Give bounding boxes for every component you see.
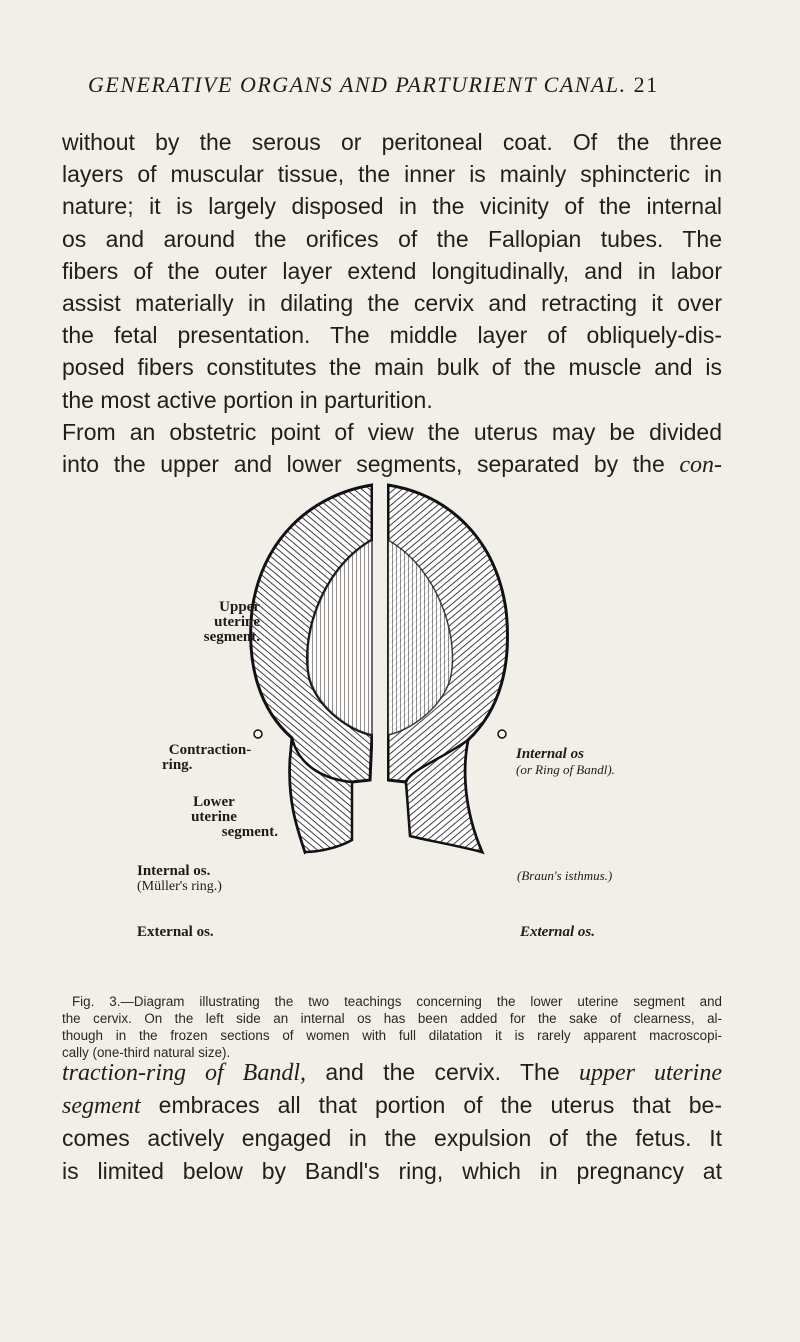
bandl-ring-marker	[498, 730, 506, 738]
text-line: fibers of the outer layer extend longitudinally, and in labor	[62, 257, 722, 284]
figure-label: Fig. 3.	[72, 994, 121, 1009]
italic-run: con-	[679, 452, 722, 479]
text-line: the most active portion in parturition.	[62, 386, 433, 413]
text-line: comes actively engaged in the expulsion of the fetus. It	[62, 1125, 722, 1152]
text-line	[62, 448, 722, 481]
page-number: 21	[633, 72, 659, 97]
body-paragraph-top	[62, 126, 722, 481]
text-line: is limited below by Bandl's ring, which in pregnancy at	[62, 1157, 722, 1184]
italic-run: traction-ring of Bandl,	[62, 1060, 307, 1086]
label-internal-os-bandl: Internal os (or Ring of Bandl).	[516, 746, 615, 777]
text-line	[62, 1056, 722, 1089]
text-line: os and around the orifices of the Fallopian tubes. The	[62, 225, 722, 252]
text-line	[62, 1089, 722, 1122]
caption-line: the cervix. On the left side an internal os has been added for the sake of clearness, al-	[62, 1011, 722, 1026]
running-title: GENERATIVE ORGANS AND PARTURIENT CANAL.	[88, 72, 627, 97]
caption-text: —Diagram illustrating the two teachings concerning the lower uterine segment and	[120, 994, 722, 1009]
label-upper-uterine-segment: Upper uterine segment.	[203, 599, 260, 645]
label-external-os-left: External os.	[137, 924, 214, 940]
text-line: From an obstetric point of view the uterus may be divided	[62, 418, 722, 445]
label-lower-uterine-segment: Lower uterine segment.	[191, 794, 278, 840]
text-line: the fetal presentation. The middle layer of obliquely-dis-	[62, 322, 722, 349]
running-header	[88, 72, 728, 98]
label-external-os-right: External os.	[520, 924, 596, 940]
text-run: into the upper and lower segments, separated by the	[62, 451, 680, 478]
label-contraction-ring: Contraction- ring.	[162, 742, 252, 773]
text-run: embraces all that portion of the uterus that be-	[140, 1092, 722, 1119]
label-braun-isthmus: (Braun's isthmus.)	[517, 868, 613, 883]
text-run: and the cervix. The	[306, 1059, 580, 1085]
italic-run: upper uterine	[579, 1060, 722, 1086]
figure-caption	[62, 993, 722, 1061]
body-paragraph-bottom	[62, 1056, 722, 1187]
text-line: without by the serous or peritoneal coat. Of the three	[62, 129, 722, 155]
text-line: assist materially in dilating the cervix and retracting it over	[62, 290, 722, 317]
caption-line: cally (one-third natural size).	[62, 1045, 231, 1060]
caption-line	[62, 993, 722, 1010]
text-line: posed fibers constitutes the main bulk of the muscle and is	[62, 354, 722, 381]
text-line: layers of muscular tissue, the inner is mainly sphincteric in	[62, 161, 722, 188]
caption-line: though in the frozen sections of women with full dilatation it is rarely apparent macroscopi-	[62, 1028, 722, 1043]
midline-gap	[373, 480, 387, 860]
text-line: nature; it is largely disposed in the vicinity of the internal	[62, 193, 722, 220]
uterus-diagram	[0, 480, 800, 860]
contraction-ring-marker	[254, 730, 262, 738]
italic-run: segment	[62, 1093, 141, 1120]
uterus-diagram-figure	[0, 480, 800, 894]
label-internal-os-muller: Internal os. (Müller's ring.)	[137, 863, 222, 894]
